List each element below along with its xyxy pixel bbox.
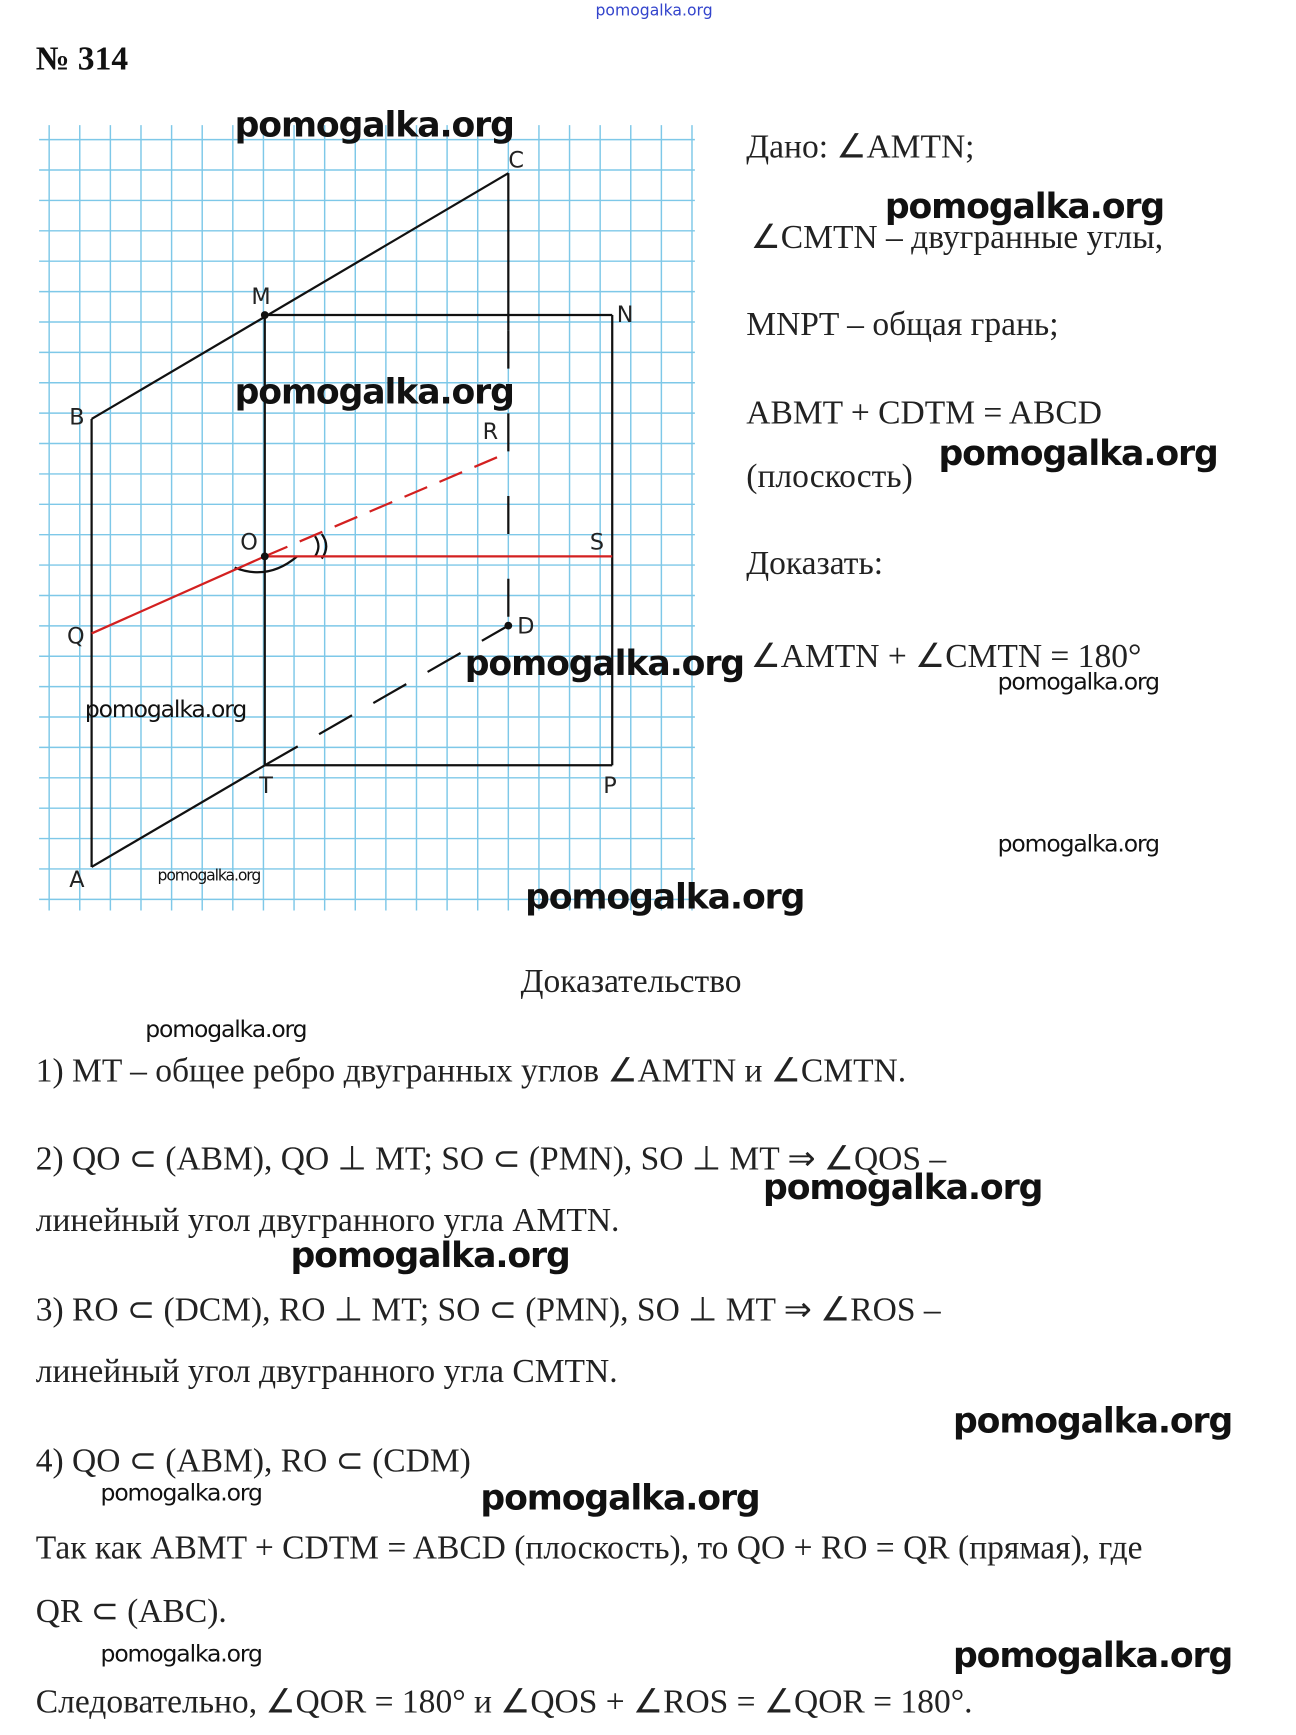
label-T: T bbox=[259, 773, 273, 800]
given-line-1: Дано: ∠AMTN; bbox=[746, 128, 975, 166]
label-P: P bbox=[603, 773, 617, 800]
watermark: pomogalka.org bbox=[157, 866, 261, 885]
watermark: pomogalka.org bbox=[234, 105, 514, 146]
watermark: pomogalka.org bbox=[100, 1479, 262, 1506]
problem-number: № 314 bbox=[35, 40, 129, 78]
proof-line-5: линейный угол двугранного угла CMTN. bbox=[35, 1352, 618, 1390]
label-C: C bbox=[508, 147, 524, 174]
given-line-5: (плоскость) bbox=[746, 458, 913, 495]
watermark: pomogalka.org bbox=[952, 1635, 1233, 1676]
watermark: pomogalka.org bbox=[290, 1235, 570, 1276]
label-B: B bbox=[69, 404, 85, 431]
proof-line-2: 2) QO ⊂ (ABM), QO ⊥ MT; SO ⊂ (PMN), SO ⊥ MT ⇒ ∠QOS – bbox=[35, 1140, 947, 1178]
label-N: N bbox=[616, 301, 634, 328]
label-S: S bbox=[589, 529, 605, 556]
given-line-2: ∠CMTN – двугранные углы, bbox=[750, 218, 1164, 256]
prove-statement: ∠AMTN + ∠CMTN = 180° bbox=[750, 637, 1142, 675]
edge-AT bbox=[92, 765, 265, 867]
proof-line-8: QR ⊂ (ABC). bbox=[35, 1593, 227, 1630]
watermark: pomogalka.org bbox=[525, 877, 805, 918]
label-Q: Q bbox=[67, 623, 85, 650]
watermark: pomogalka.org bbox=[938, 433, 1218, 474]
angle-arc-1 bbox=[315, 536, 318, 556]
point-O bbox=[261, 552, 269, 560]
proof-line-1: 1) MT – общее ребро двугранных углов ∠AMTN и ∠CMTN. bbox=[35, 1052, 907, 1090]
given-line-3: MNPT – общая грань; bbox=[746, 306, 1059, 343]
grid bbox=[39, 125, 695, 910]
watermark: pomogalka.org bbox=[464, 643, 744, 684]
given-line-4: ABMT + CDTM = ABCD bbox=[746, 394, 1102, 432]
watermark: pomogalka.org bbox=[763, 1167, 1043, 1208]
proof-line-6: 4) QO ⊂ (ABM), RO ⊂ (CDM) bbox=[35, 1442, 471, 1480]
watermark: pomogalka.org bbox=[952, 1400, 1233, 1442]
watermark: pomogalka.org bbox=[997, 668, 1159, 695]
prove-label: Доказать: bbox=[746, 545, 884, 583]
proof-line-4: 3) RO ⊂ (DCM), RO ⊥ MT; SO ⊂ (PMN), SO ⊥ MT ⇒ ∠ROS – bbox=[35, 1291, 941, 1329]
watermark: pomogalka.org bbox=[480, 1478, 760, 1519]
point-D bbox=[504, 622, 512, 630]
label-D: D bbox=[517, 613, 535, 640]
site-link[interactable]: pomogalka.org bbox=[595, 2, 713, 21]
proof-line-9: Следовательно, ∠QOR = 180° и ∠QOS + ∠ROS = ∠QOR = 180°. bbox=[35, 1683, 973, 1721]
proof-line-3: линейный угол двугранного угла AMTN. bbox=[35, 1202, 620, 1239]
watermark: pomogalka.org bbox=[884, 186, 1165, 227]
watermark: pomogalka.org bbox=[234, 372, 514, 413]
watermark: pomogalka.org bbox=[145, 1015, 307, 1043]
label-M: M bbox=[251, 283, 271, 310]
proof-title: Доказательство bbox=[520, 963, 742, 1000]
watermark: pomogalka.org bbox=[84, 696, 247, 723]
label-A: A bbox=[69, 867, 85, 894]
label-O: O bbox=[240, 529, 258, 556]
watermark: pomogalka.org bbox=[100, 1640, 262, 1667]
proof-line-7: Так как ABMT + CDTM = ABCD (плоскость), то QO + RO = QR (прямая), где bbox=[35, 1529, 1143, 1567]
label-R: R bbox=[482, 419, 499, 446]
point-M bbox=[261, 311, 269, 319]
watermark: pomogalka.org bbox=[997, 830, 1159, 857]
